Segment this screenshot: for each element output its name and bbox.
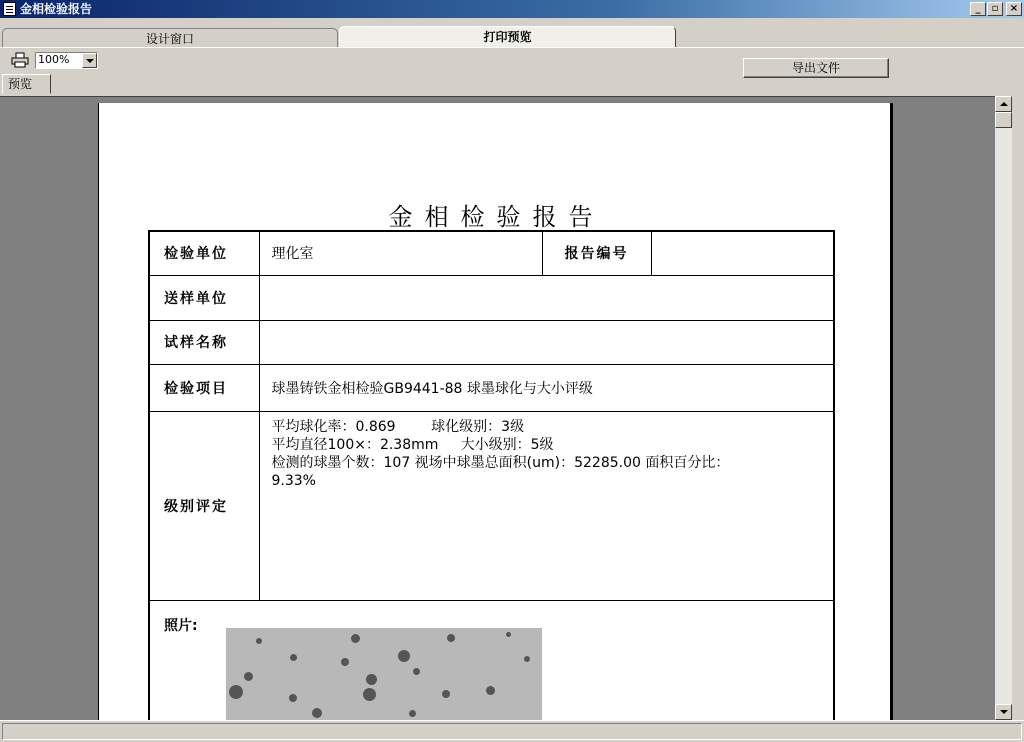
scroll-down-button[interactable]: [995, 704, 1012, 720]
status-bar: [0, 720, 1024, 742]
export-file-button[interactable]: 导出文件: [743, 58, 889, 78]
report-title: 金相检验报告: [388, 203, 605, 231]
zoom-value: 100%: [38, 53, 70, 66]
close-button[interactable]: ×: [1006, 2, 1022, 16]
grade-line: 平均直径100×：2.38mm 大小级别：5级: [271, 436, 554, 453]
table-row: [149, 231, 834, 275]
table-row: [149, 320, 834, 364]
grade-line: 检测的球墨个数：107 视场中球墨总面积(um)：52285.00 面积百分比：9.33%: [271, 454, 730, 489]
label-grade-rating: 级别评定: [149, 411, 259, 600]
tab-print-preview[interactable]: 打印预览: [339, 26, 676, 48]
value-inspection-unit: 理化室: [259, 231, 542, 275]
window-title: 金相检验报告: [20, 2, 93, 16]
chevron-down-icon[interactable]: [82, 53, 97, 68]
minimize-button[interactable]: _: [970, 2, 986, 16]
table-row: [149, 275, 834, 320]
table-row: [149, 411, 834, 600]
tab-preview[interactable]: 预览: [2, 74, 51, 94]
value-grade-rating: [259, 411, 834, 600]
printer-icon[interactable]: [11, 52, 29, 68]
preview-area: [0, 96, 995, 720]
micrograph-image: [226, 628, 542, 720]
value-sample-name: [259, 320, 834, 364]
title-bar: [0, 0, 1024, 18]
vertical-scrollbar[interactable]: [995, 96, 1012, 720]
value-inspection-item: 球墨铸铁金相检验GB9441-88 球墨球化与大小评级: [259, 364, 834, 411]
label-report-number: 报告编号: [542, 231, 651, 275]
label-inspection-item: 检验项目: [149, 364, 259, 411]
tab-row: [0, 26, 1024, 48]
grade-line: 平均球化率：0.869 球化级别：3级: [271, 418, 525, 435]
tab-design-window[interactable]: 设计窗口: [2, 28, 338, 48]
scroll-thumb[interactable]: [995, 112, 1012, 128]
tab-divider: [0, 47, 1024, 48]
label-sender-unit: 送样单位: [149, 275, 259, 320]
restore-button[interactable]: ▫: [987, 2, 1003, 16]
document-icon: [3, 2, 16, 16]
scroll-up-button[interactable]: [995, 96, 1012, 112]
photo-label: 照片:: [164, 617, 198, 634]
report-page: [98, 103, 893, 720]
status-panel: [2, 723, 1022, 740]
table-row: [149, 364, 834, 411]
preview-toolbar: [0, 49, 1024, 74]
value-report-number: [651, 231, 834, 275]
value-sender-unit: [259, 275, 834, 320]
label-sample-name: 试样名称: [149, 320, 259, 364]
zoom-select[interactable]: [35, 52, 98, 69]
label-inspection-unit: 检验单位: [149, 231, 259, 275]
